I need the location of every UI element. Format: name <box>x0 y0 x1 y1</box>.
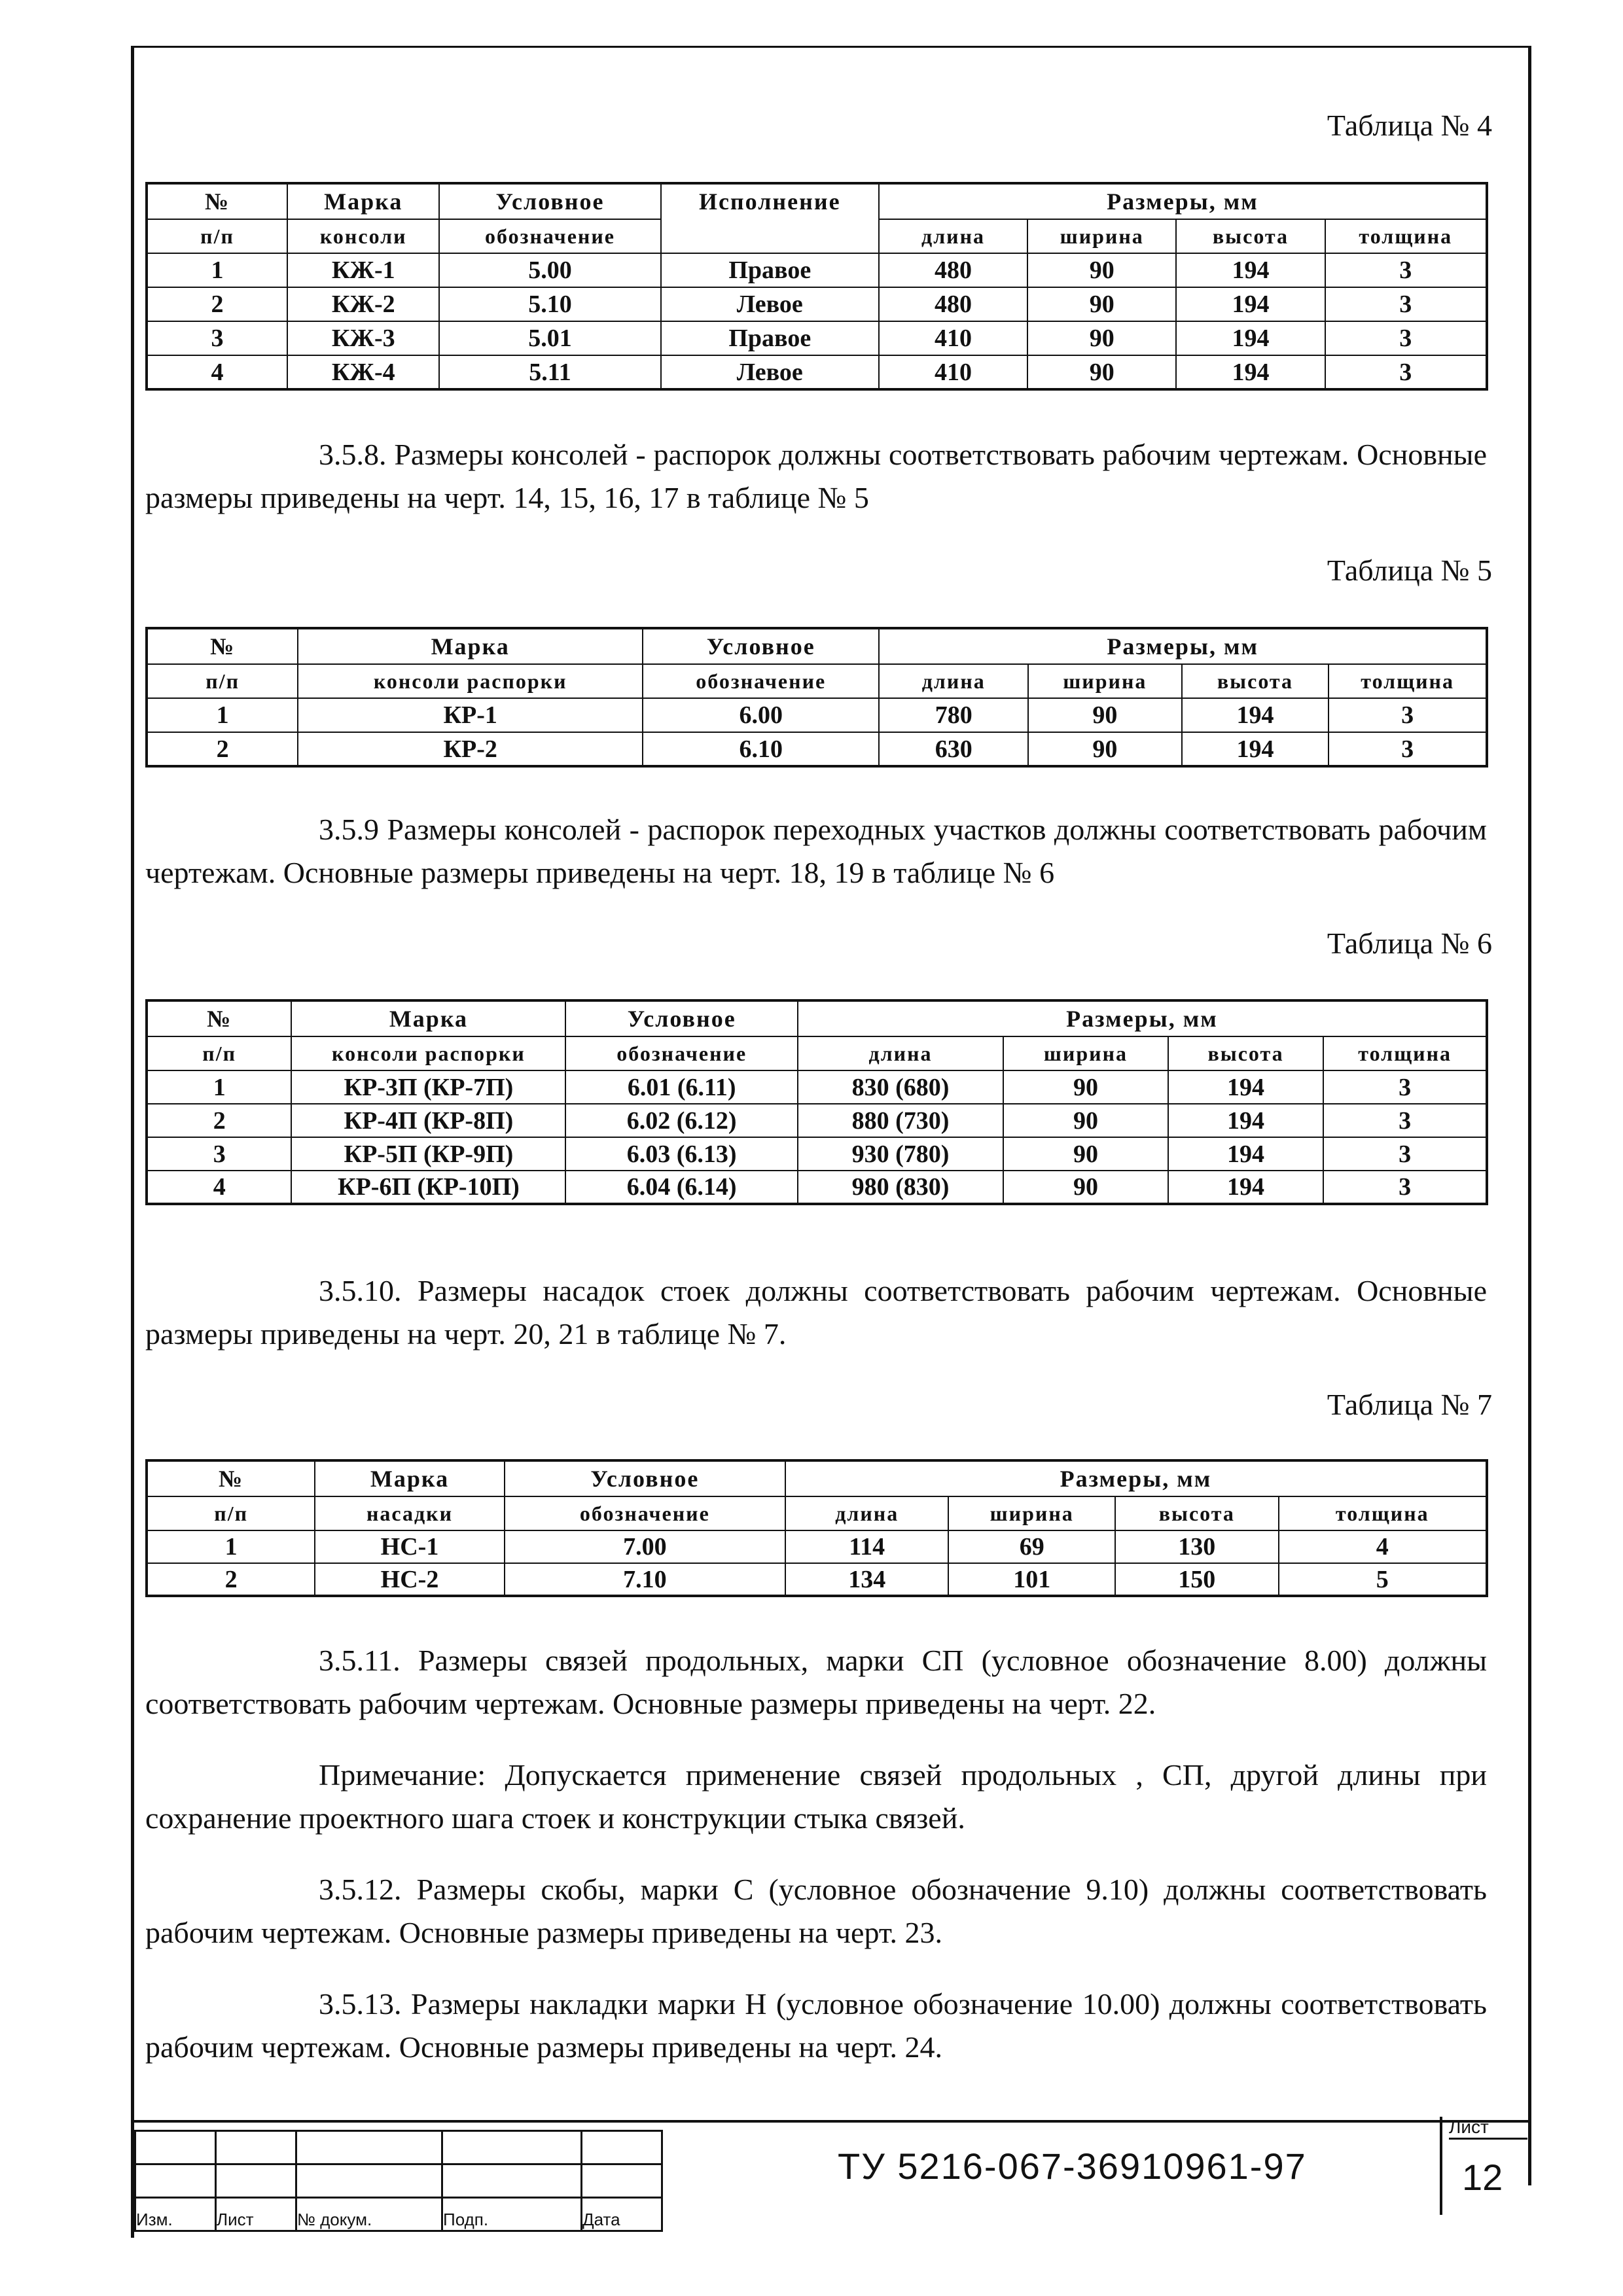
table-cell: 194 <box>1182 698 1329 732</box>
paragraph-text: 3.5.9 Размеры консолей - распорок переходных участков должны соответствовать рабочим чертежам. Основные размеры приведены на черт. 18, 19 в таблице № 6 <box>145 813 1487 889</box>
table-cell: 90 <box>1027 321 1176 355</box>
sheet-number: 12 <box>1462 2157 1503 2198</box>
table-cell: 114 <box>785 1530 948 1563</box>
paragraph-3-5-12 <box>145 1868 1487 1954</box>
table-row <box>147 355 1487 389</box>
table-row <box>147 1104 1487 1137</box>
table-cell: 2 <box>147 287 287 321</box>
table-4-header-thickness: толщина <box>1325 219 1487 253</box>
table-4-caption: Таблица № 4 <box>1327 109 1492 142</box>
paragraph-text: Примечание: Допускается применение связей продольных , СП, другой длины при сохранение проектного шага стоек и конструкции стыка связей. <box>145 1758 1487 1835</box>
table-cell: 1 <box>147 698 298 732</box>
table-6-header-code: Условное <box>565 1000 797 1036</box>
table-cell: 880 (730) <box>798 1104 1003 1137</box>
table-cell: 3 <box>1329 732 1487 766</box>
table-cell: КЖ-4 <box>287 355 439 389</box>
table-cell: 90 <box>1028 732 1182 766</box>
table-6-header-sizes: Размеры, мм <box>798 1000 1487 1036</box>
paragraph-text: 3.5.11. Размеры связей продольных, марки СП (условное обозначение 8.00) должны соответствовать рабочим чертежам. Основные размеры приведены на черт. 22. <box>145 1644 1487 1720</box>
table-cell: 194 <box>1168 1070 1324 1104</box>
table-4-header-sizes: Размеры, мм <box>879 183 1487 219</box>
table-cell: 5.00 <box>439 253 660 287</box>
table-cell: 90 <box>1027 253 1176 287</box>
table-cell: 3 <box>1323 1137 1487 1171</box>
table-7-header-height: высота <box>1115 1496 1279 1530</box>
table-cell: 194 <box>1176 355 1325 389</box>
table-4-header-length: длина <box>879 219 1027 253</box>
frame-right-border <box>1528 46 1531 2185</box>
table-cell: 2 <box>147 732 298 766</box>
frame-top-border <box>131 46 1531 48</box>
table-row <box>147 1137 1487 1171</box>
table-cell: 1 <box>147 253 287 287</box>
table-cell: 3 <box>1323 1070 1487 1104</box>
table-cell: 150 <box>1115 1563 1279 1596</box>
table-6-header-mark: Марка <box>291 1000 565 1036</box>
paragraph-text: 3.5.12. Размеры скобы, марки С (условное обозначение 9.10) должны соответствовать рабочим чертежам. Основные размеры приведены на черт. 23. <box>145 1873 1487 1949</box>
table-cell: Правое <box>661 321 879 355</box>
table-row <box>147 287 1487 321</box>
table-cell: 5.10 <box>439 287 660 321</box>
table-cell: 2 <box>147 1104 291 1137</box>
table-5 <box>145 627 1488 768</box>
table-row <box>147 1070 1487 1104</box>
table-cell: 5.11 <box>439 355 660 389</box>
table-cell: КЖ-1 <box>287 253 439 287</box>
table-cell: 6.01 (6.11) <box>565 1070 797 1104</box>
table-cell: КР-6П (КР-10П) <box>291 1171 565 1204</box>
table-cell: 5 <box>1279 1563 1487 1596</box>
table-cell: 830 (680) <box>798 1070 1003 1104</box>
table-6-header-height: высота <box>1168 1036 1324 1070</box>
table-5-header-length: длина <box>879 664 1028 698</box>
table-cell: 3 <box>1323 1171 1487 1204</box>
note-paragraph <box>145 1754 1487 1840</box>
table-7-header-code-sub: обозначение <box>505 1496 785 1530</box>
table-cell: КР-3П (КР-7П) <box>291 1070 565 1104</box>
table-cell: Левое <box>661 355 879 389</box>
table-4-header-height: высота <box>1176 219 1325 253</box>
table-cell: 3 <box>147 321 287 355</box>
table-5-header-num: № <box>147 628 298 664</box>
table-7-caption: Таблица № 7 <box>1327 1388 1492 1421</box>
table-cell: 194 <box>1176 253 1325 287</box>
table-cell: КЖ-3 <box>287 321 439 355</box>
table-cell: 130 <box>1115 1530 1279 1563</box>
table-cell: 6.00 <box>643 698 879 732</box>
paragraph-3-5-9 <box>145 808 1487 894</box>
table-row <box>147 732 1487 766</box>
table-cell: КР-5П (КР-9П) <box>291 1137 565 1171</box>
sheet-label: Лист <box>1449 2117 1527 2140</box>
table-7-header-width: ширина <box>948 1496 1115 1530</box>
table-6-header-length: длина <box>798 1036 1003 1070</box>
table-5-header-width: ширина <box>1028 664 1182 698</box>
table-cell: 630 <box>879 732 1028 766</box>
table-cell: 3 <box>147 1137 291 1171</box>
table-cell: 90 <box>1003 1171 1168 1204</box>
table-7-header-code: Условное <box>505 1460 785 1496</box>
table-4-header-code-sub: обозначение <box>439 219 660 253</box>
table-row <box>147 1171 1487 1204</box>
paragraph-text: 3.5.13. Размеры накладки марки Н (условное обозначение 10.00) должны соответствовать рабочим чертежам. Основные размеры приведены на черт. 24. <box>145 1987 1487 2064</box>
table-cell: КР-1 <box>298 698 643 732</box>
table-cell: 90 <box>1028 698 1182 732</box>
table-4-header-num-sub: п/п <box>147 219 287 253</box>
document-code: ТУ 5216-067-36910961-97 <box>838 2146 1307 2187</box>
stamp-top-line <box>131 2120 1531 2123</box>
table-cell: Правое <box>661 253 879 287</box>
table-cell: 90 <box>1003 1104 1168 1137</box>
table-cell: КР-4П (КР-8П) <box>291 1104 565 1137</box>
table-cell: 90 <box>1027 287 1176 321</box>
stamp-doc-label: № докум. <box>296 2198 442 2231</box>
table-5-header-code-sub: обозначение <box>643 664 879 698</box>
table-cell: 4 <box>1279 1530 1487 1563</box>
table-cell: 7.00 <box>505 1530 785 1563</box>
table-4-header-mark: Марка <box>287 183 439 219</box>
table-cell: 480 <box>879 253 1027 287</box>
stamp-izm-label: Изм. <box>135 2198 216 2231</box>
table-4-header-code: Условное <box>439 183 660 219</box>
table-cell: 480 <box>879 287 1027 321</box>
table-cell: 930 (780) <box>798 1137 1003 1171</box>
table-6 <box>145 999 1488 1205</box>
table-cell: 90 <box>1027 355 1176 389</box>
sheet-box <box>1440 2117 1527 2215</box>
table-cell: 101 <box>948 1563 1115 1596</box>
paragraph-3-5-10 <box>145 1269 1487 1356</box>
table-cell: 3 <box>1323 1104 1487 1137</box>
table-6-header-thickness: толщина <box>1323 1036 1487 1070</box>
table-cell: 134 <box>785 1563 948 1596</box>
table-cell: 3 <box>1325 321 1487 355</box>
table-5-header-thickness: толщина <box>1329 664 1487 698</box>
table-6-caption: Таблица № 6 <box>1327 927 1492 960</box>
table-6-header-code-sub: обозначение <box>565 1036 797 1070</box>
table-5-header-code: Условное <box>643 628 879 664</box>
table-row <box>147 253 1487 287</box>
table-cell: 1 <box>147 1530 315 1563</box>
table-cell: 4 <box>147 355 287 389</box>
table-7-header-mark-sub: насадки <box>315 1496 504 1530</box>
table-cell: КЖ-2 <box>287 287 439 321</box>
table-cell: 6.10 <box>643 732 879 766</box>
table-cell: 69 <box>948 1530 1115 1563</box>
table-cell: 3 <box>1325 355 1487 389</box>
table-4-header-width: ширина <box>1027 219 1176 253</box>
table-cell: 6.04 (6.14) <box>565 1171 797 1204</box>
table-cell: 1 <box>147 1070 291 1104</box>
table-row <box>147 1563 1487 1596</box>
paragraph-3-5-11 <box>145 1639 1487 1725</box>
table-cell: НС-2 <box>315 1563 504 1596</box>
table-cell: 194 <box>1168 1137 1324 1171</box>
table-cell: 5.01 <box>439 321 660 355</box>
table-7 <box>145 1459 1488 1597</box>
table-7-header-mark: Марка <box>315 1460 504 1496</box>
table-5-caption: Таблица № 5 <box>1327 554 1492 587</box>
table-cell: 980 (830) <box>798 1171 1003 1204</box>
stamp-list-label: Лист <box>216 2198 296 2231</box>
table-cell: 194 <box>1168 1171 1324 1204</box>
table-5-header-sizes: Размеры, мм <box>879 628 1487 664</box>
frame-left-border <box>131 46 134 2238</box>
table-cell: 410 <box>879 355 1027 389</box>
table-4-header-num: № <box>147 183 287 219</box>
table-5-header-num-sub: п/п <box>147 664 298 698</box>
stamp-grid <box>134 2130 663 2232</box>
table-4 <box>145 182 1488 391</box>
table-7-header-length: длина <box>785 1496 948 1530</box>
paragraph-3-5-8 <box>145 433 1487 520</box>
table-cell: КР-2 <box>298 732 643 766</box>
table-5-header-height: высота <box>1182 664 1329 698</box>
table-5-header-mark-sub: консоли распорки <box>298 664 643 698</box>
table-4-header-exec: Исполнение <box>661 183 879 253</box>
table-cell: 2 <box>147 1563 315 1596</box>
table-7-header-num: № <box>147 1460 315 1496</box>
table-cell: 4 <box>147 1171 291 1204</box>
table-row <box>147 1530 1487 1563</box>
table-cell: 3 <box>1325 253 1487 287</box>
stamp-podp-label: Подп. <box>442 2198 582 2231</box>
table-7-header-num-sub: п/п <box>147 1496 315 1530</box>
table-row <box>147 698 1487 732</box>
table-cell: 3 <box>1329 698 1487 732</box>
table-cell: Левое <box>661 287 879 321</box>
table-cell: 6.03 (6.13) <box>565 1137 797 1171</box>
table-cell: 7.10 <box>505 1563 785 1596</box>
table-7-header-thickness: толщина <box>1279 1496 1487 1530</box>
stamp-date-label: Дата <box>582 2198 662 2231</box>
table-cell: 90 <box>1003 1070 1168 1104</box>
table-cell: 90 <box>1003 1137 1168 1171</box>
paragraph-text: 3.5.8. Размеры консолей - распорок должны соответствовать рабочим чертежам. Основные размеры приведены на черт. 14, 15, 16, 17 в таблице № 5 <box>145 438 1487 514</box>
table-row <box>147 321 1487 355</box>
table-cell: 410 <box>879 321 1027 355</box>
table-cell: 194 <box>1176 287 1325 321</box>
table-cell: 6.02 (6.12) <box>565 1104 797 1137</box>
table-cell: 194 <box>1168 1104 1324 1137</box>
table-cell: 780 <box>879 698 1028 732</box>
table-6-header-mark-sub: консоли распорки <box>291 1036 565 1070</box>
table-5-header-mark: Марка <box>298 628 643 664</box>
paragraph-3-5-13 <box>145 1983 1487 2069</box>
paragraph-text: 3.5.10. Размеры насадок стоек должны соответствовать рабочим чертежам. Основные размеры приведены на черт. 20, 21 в таблице № 7. <box>145 1274 1487 1351</box>
table-4-header-mark-sub: консоли <box>287 219 439 253</box>
table-cell: 194 <box>1176 321 1325 355</box>
table-cell: 3 <box>1325 287 1487 321</box>
table-7-header-sizes: Размеры, мм <box>785 1460 1487 1496</box>
table-cell: НС-1 <box>315 1530 504 1563</box>
table-6-header-width: ширина <box>1003 1036 1168 1070</box>
table-6-header-num-sub: п/п <box>147 1036 291 1070</box>
table-6-header-num: № <box>147 1000 291 1036</box>
table-cell: 194 <box>1182 732 1329 766</box>
